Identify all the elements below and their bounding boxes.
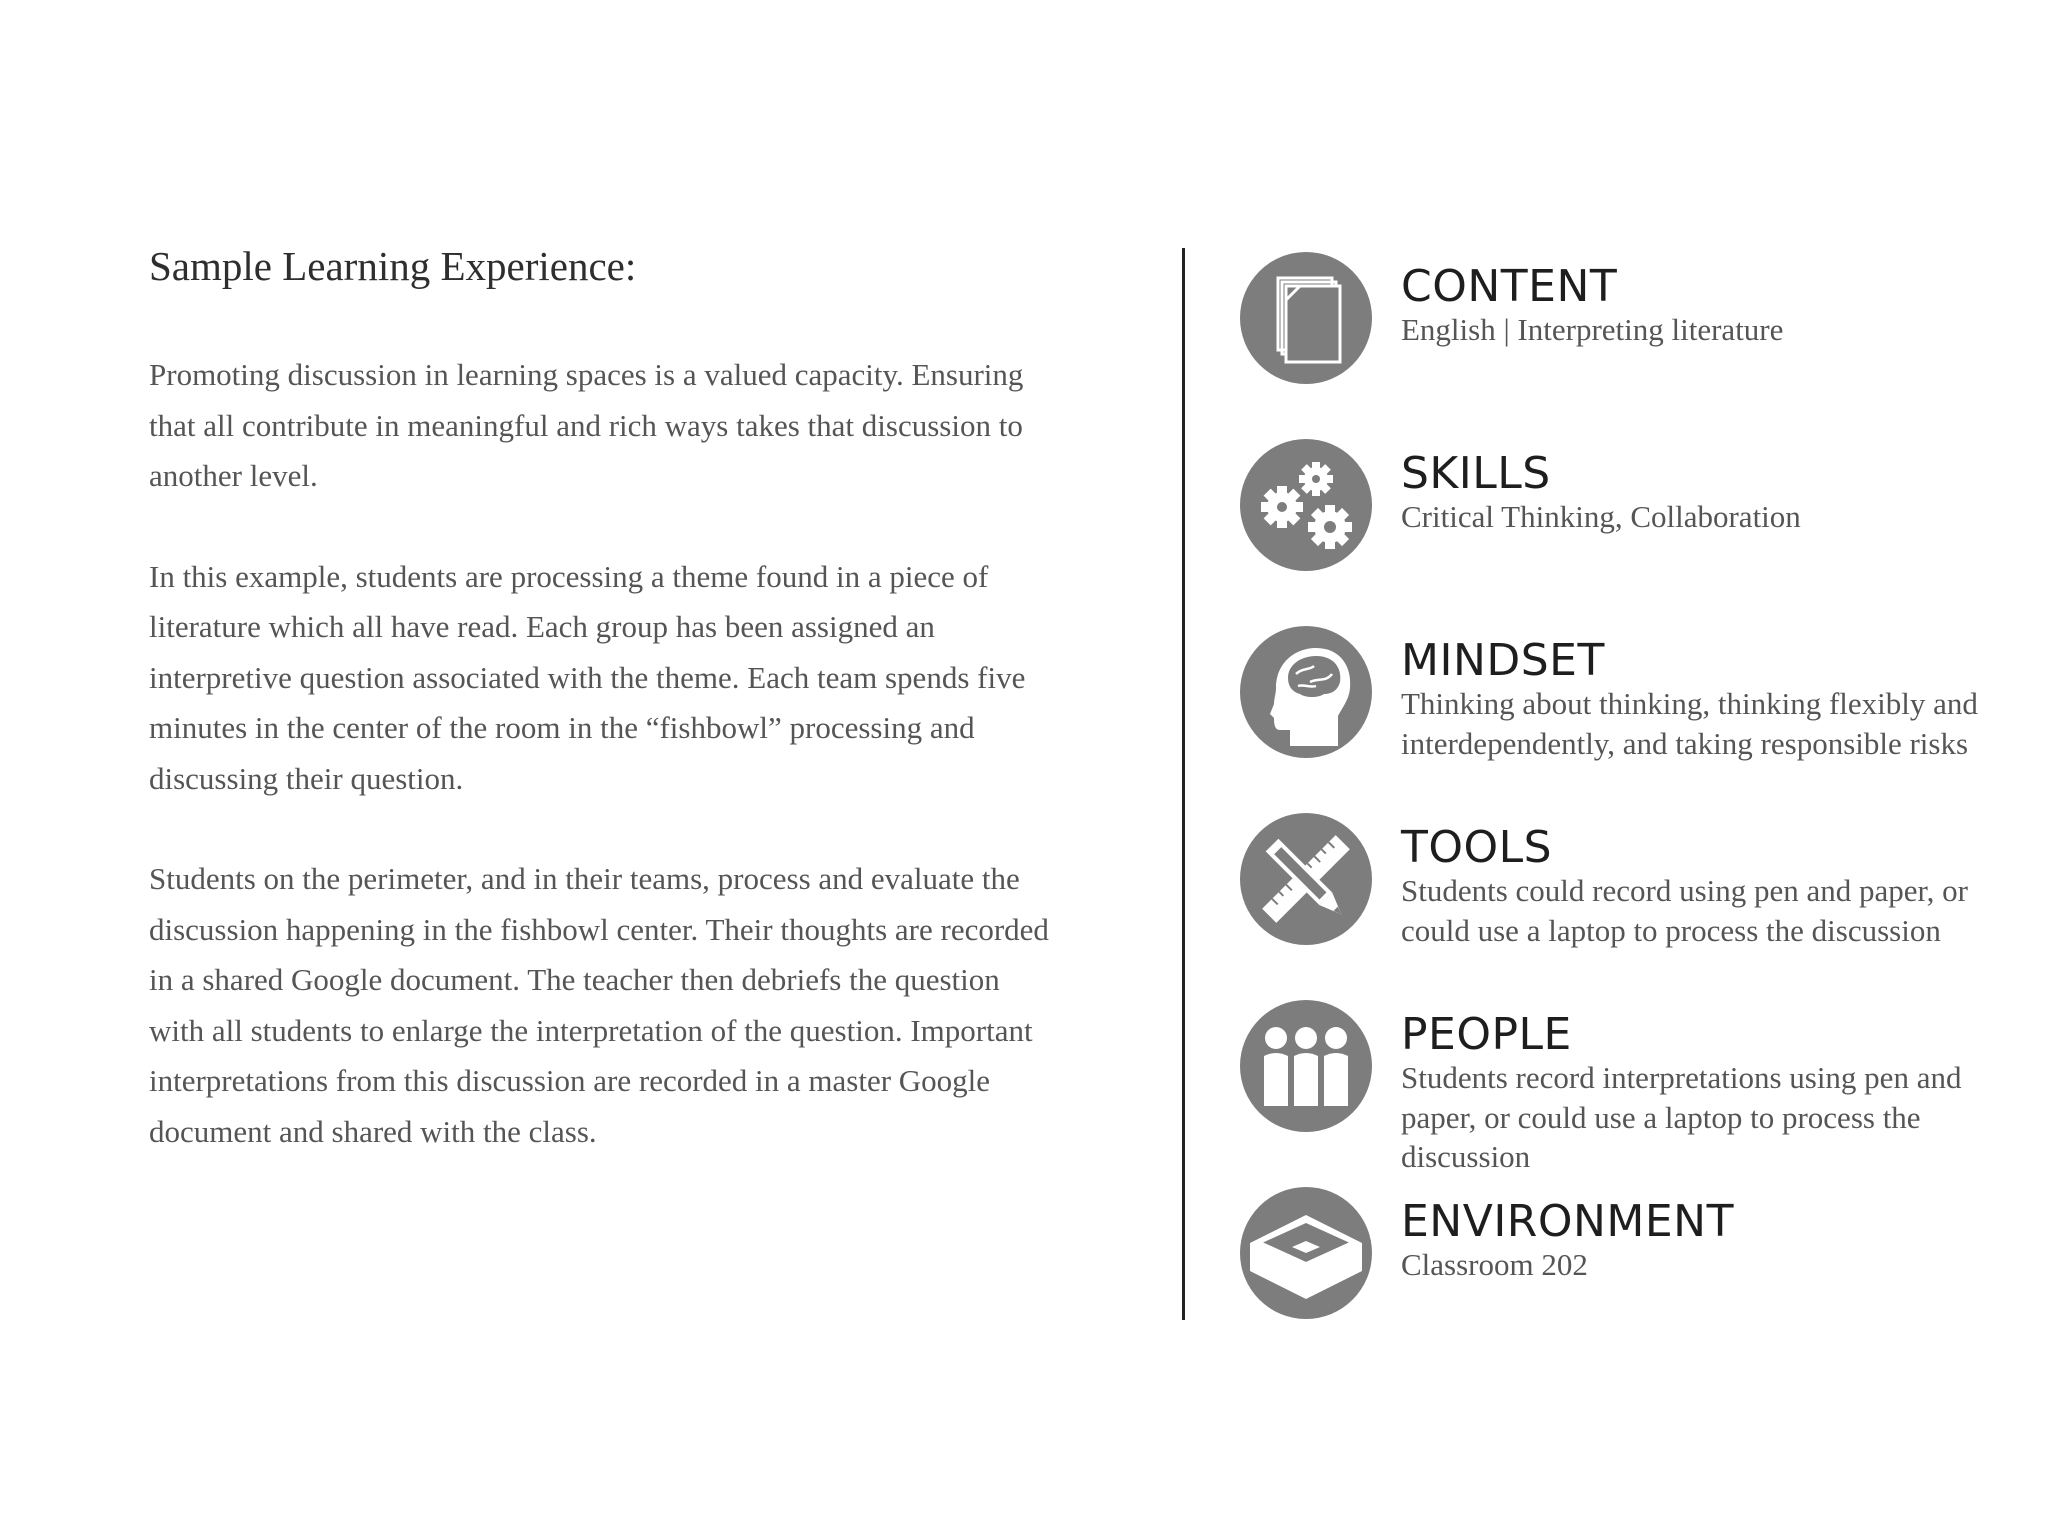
gears-icon [1240,439,1372,571]
room-box-icon [1240,1187,1372,1319]
item-heading: ENVIRONMENT [1401,1196,1734,1247]
paragraph-intro: Promoting discussion in learning spaces is a valued capacity. Ensuring that all contribute in meaningful and rich ways takes that discussion to another level. [149,357,1024,493]
item-heading: CONTENT [1401,261,1618,312]
pencil-ruler-icon [1240,813,1372,945]
item-heading: SKILLS [1401,448,1551,499]
item-description: Thinking about thinking, thinking flexibly and interdependently, and taking responsible risks [1401,686,1978,761]
item-description: English | Interpreting literature [1401,312,1784,347]
framework-list [1240,0,2030,1536]
document-stack-icon [1240,252,1372,384]
learning-experience-section [149,240,1049,1207]
people-icon [1240,1000,1372,1132]
head-brain-icon [1240,626,1372,758]
item-description: Critical Thinking, Collaboration [1401,499,1801,534]
item-heading: TOOLS [1401,822,1553,873]
paragraph-example: In this example, students are processing a theme found in a piece of literature which all have read. Each group has been assigned an interpretive question associated with the theme. Each team spends five minutes in the center of the room in the “fishbowl” processing and discussing their question. [149,558,1026,796]
item-description: Classroom 202 [1401,1247,1588,1282]
item-description: Students record interpretations using pen and paper, or could use a laptop to process the discussion [1401,1060,1962,1174]
vertical-divider [1182,248,1185,1320]
section-title: Sample Learning Experience: [149,243,637,289]
item-heading: PEOPLE [1401,1009,1572,1060]
paragraph-perimeter: Students on the perimeter, and in their teams, process and evaluate the discussion happening in the fishbowl center. Their thoughts are recorded in a shared Google document. The teacher then debriefs the question with all students to enlarge the interpretation of the question. Important interpretations from this discussion are recorded in a master Google document and shared with the class. [149,861,1049,1149]
item-description: Students could record using pen and paper, or could use a laptop to process the discussion [1401,873,1968,948]
item-heading: MINDSET [1401,635,1605,686]
